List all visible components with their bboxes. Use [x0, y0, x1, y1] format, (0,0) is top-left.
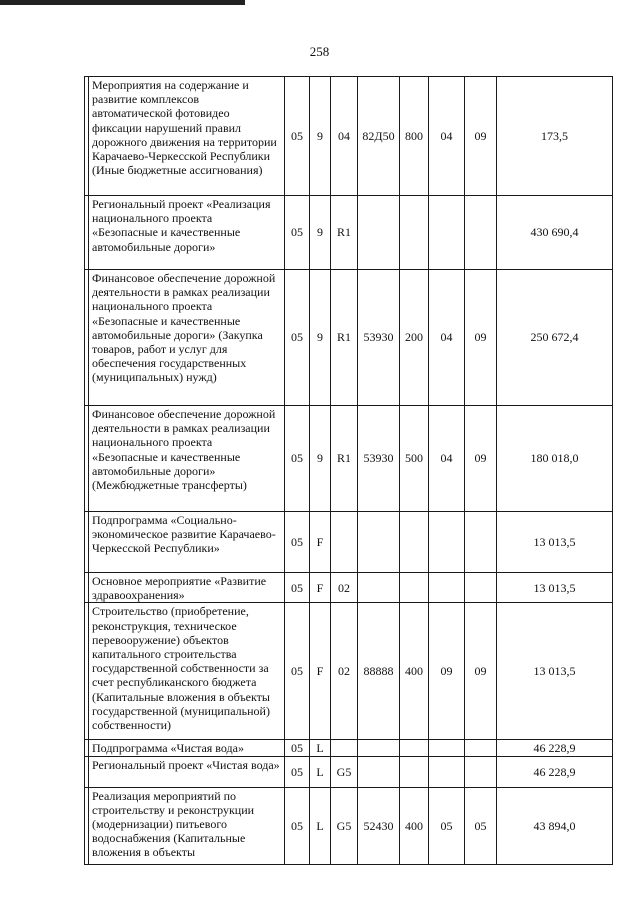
- row-amount: 430 690,4: [497, 196, 613, 270]
- row-code-c7: [465, 740, 497, 756]
- row-code-c1: 05: [285, 603, 310, 740]
- table-row: [85, 406, 613, 512]
- row-code-c7: 05: [465, 787, 497, 864]
- row-code-c5: 400: [400, 787, 429, 864]
- row-amount: 173,5: [497, 77, 613, 196]
- row-code-c5: 400: [400, 603, 429, 740]
- row-code-c7: [465, 573, 497, 603]
- row-code-c4: [358, 740, 400, 756]
- row-amount: 13 013,5: [497, 603, 613, 740]
- row-code-c7: [465, 512, 497, 573]
- table-body: [85, 77, 613, 865]
- table-row: [85, 512, 613, 573]
- row-name: Подпрограмма «Чистая вода»: [89, 740, 285, 756]
- row-code-c3: 04: [331, 77, 358, 196]
- row-amount: 180 018,0: [497, 406, 613, 512]
- page-number: 258: [309, 44, 330, 59]
- row-name: Финансовое обеспечение дорожной деятельности в рамках реализации национального проекта «Безопасные и качественные автомобильные дороги» (Закупка товаров, работ и услуг для обеспечения государственных (муниципальных) нужд): [89, 270, 285, 406]
- table-row: [85, 77, 613, 196]
- row-code-c5: 500: [400, 406, 429, 512]
- table-row: [85, 787, 613, 864]
- budget-table: [84, 76, 613, 865]
- row-name: Региональный проект «Чистая вода»: [89, 756, 285, 787]
- row-code-c2: F: [310, 603, 331, 740]
- row-code-c4: 53930: [358, 406, 400, 512]
- row-code-c6: 04: [429, 77, 465, 196]
- row-code-c1: 05: [285, 740, 310, 756]
- row-code-c5: [400, 512, 429, 573]
- row-name: Основное мероприятие «Развитие здравоохранения»: [89, 573, 285, 603]
- row-code-c7: 09: [465, 77, 497, 196]
- row-name: Реализация мероприятий по строительству и реконструкции (модернизации) питьевого водоснабжения (Капитальные вложения в объекты: [89, 787, 285, 864]
- row-code-c2: L: [310, 740, 331, 756]
- table-row: [85, 573, 613, 603]
- row-code-c1: 05: [285, 787, 310, 864]
- row-code-c1: 05: [285, 77, 310, 196]
- row-code-c3: [331, 740, 358, 756]
- row-code-c7: 09: [465, 270, 497, 406]
- row-code-c4: [358, 196, 400, 270]
- row-code-c4: 53930: [358, 270, 400, 406]
- row-code-c5: [400, 740, 429, 756]
- row-code-c6: 04: [429, 406, 465, 512]
- row-code-c2: F: [310, 573, 331, 603]
- row-code-c2: 9: [310, 270, 331, 406]
- row-code-c5: 800: [400, 77, 429, 196]
- row-name: Финансовое обеспечение дорожной деятельности в рамках реализации национального проекта «Безопасные и качественные автомобильные дороги» (Межбюджетные трансферты): [89, 406, 285, 512]
- row-code-c6: 05: [429, 787, 465, 864]
- row-code-c7: [465, 196, 497, 270]
- row-code-c1: 05: [285, 196, 310, 270]
- row-code-c4: [358, 573, 400, 603]
- row-amount: 43 894,0: [497, 787, 613, 864]
- row-amount: 46 228,9: [497, 740, 613, 756]
- row-code-c4: [358, 512, 400, 573]
- row-code-c3: R1: [331, 406, 358, 512]
- row-name: Подпрограмма «Социально-экономическое развитие Карачаево-Черкесской Республики»: [89, 512, 285, 573]
- table-row: [85, 196, 613, 270]
- row-code-c7: 09: [465, 406, 497, 512]
- row-name: Строительство (приобретение, реконструкция, техническое перевооружение) объектов капитального строительства государственной собственности за счет республиканского бюджета (Капитальные вложения в объекты государственной (муниципальной) собственности): [89, 603, 285, 740]
- table-row: [85, 756, 613, 787]
- row-amount: 46 228,9: [497, 756, 613, 787]
- row-code-c2: L: [310, 756, 331, 787]
- row-code-c3: 02: [331, 573, 358, 603]
- row-code-c3: R1: [331, 196, 358, 270]
- row-code-c1: 05: [285, 270, 310, 406]
- row-code-c1: 05: [285, 573, 310, 603]
- row-code-c3: G5: [331, 756, 358, 787]
- row-code-c3: [331, 512, 358, 573]
- row-code-c5: [400, 756, 429, 787]
- row-code-c5: 200: [400, 270, 429, 406]
- row-code-c6: [429, 512, 465, 573]
- row-code-c6: [429, 756, 465, 787]
- row-code-c3: R1: [331, 270, 358, 406]
- row-amount: 13 013,5: [497, 512, 613, 573]
- row-code-c6: 09: [429, 603, 465, 740]
- table-row: [85, 603, 613, 740]
- row-code-c3: G5: [331, 787, 358, 864]
- row-amount: 13 013,5: [497, 573, 613, 603]
- row-amount: 250 672,4: [497, 270, 613, 406]
- table-row: [85, 270, 613, 406]
- row-code-c2: F: [310, 512, 331, 573]
- row-code-c7: [465, 756, 497, 787]
- row-code-c2: L: [310, 787, 331, 864]
- row-code-c6: [429, 573, 465, 603]
- row-code-c3: 02: [331, 603, 358, 740]
- table-row: [85, 740, 613, 756]
- row-code-c4: [358, 756, 400, 787]
- top-edge-stripe: [0, 0, 245, 5]
- row-code-c6: [429, 740, 465, 756]
- row-code-c5: [400, 573, 429, 603]
- row-code-c4: 52430: [358, 787, 400, 864]
- row-code-c4: 82Д50: [358, 77, 400, 196]
- row-name: Мероприятия на содержание и развитие комплексов автоматической фотовидео фиксации нарушений правил дорожного движения на территории Карачаево-Черкесской Республики (Иные бюджетные ассигнования): [89, 77, 285, 196]
- row-code-c2: 9: [310, 196, 331, 270]
- row-code-c6: 04: [429, 270, 465, 406]
- row-code-c1: 05: [285, 512, 310, 573]
- row-code-c2: 9: [310, 406, 331, 512]
- row-code-c2: 9: [310, 77, 331, 196]
- row-code-c1: 05: [285, 406, 310, 512]
- row-code-c7: 09: [465, 603, 497, 740]
- row-name: Региональный проект «Реализация национального проекта «Безопасные и качественные автомобильные дороги»: [89, 196, 285, 270]
- row-code-c6: [429, 196, 465, 270]
- row-code-c5: [400, 196, 429, 270]
- row-code-c1: 05: [285, 756, 310, 787]
- row-code-c4: 88888: [358, 603, 400, 740]
